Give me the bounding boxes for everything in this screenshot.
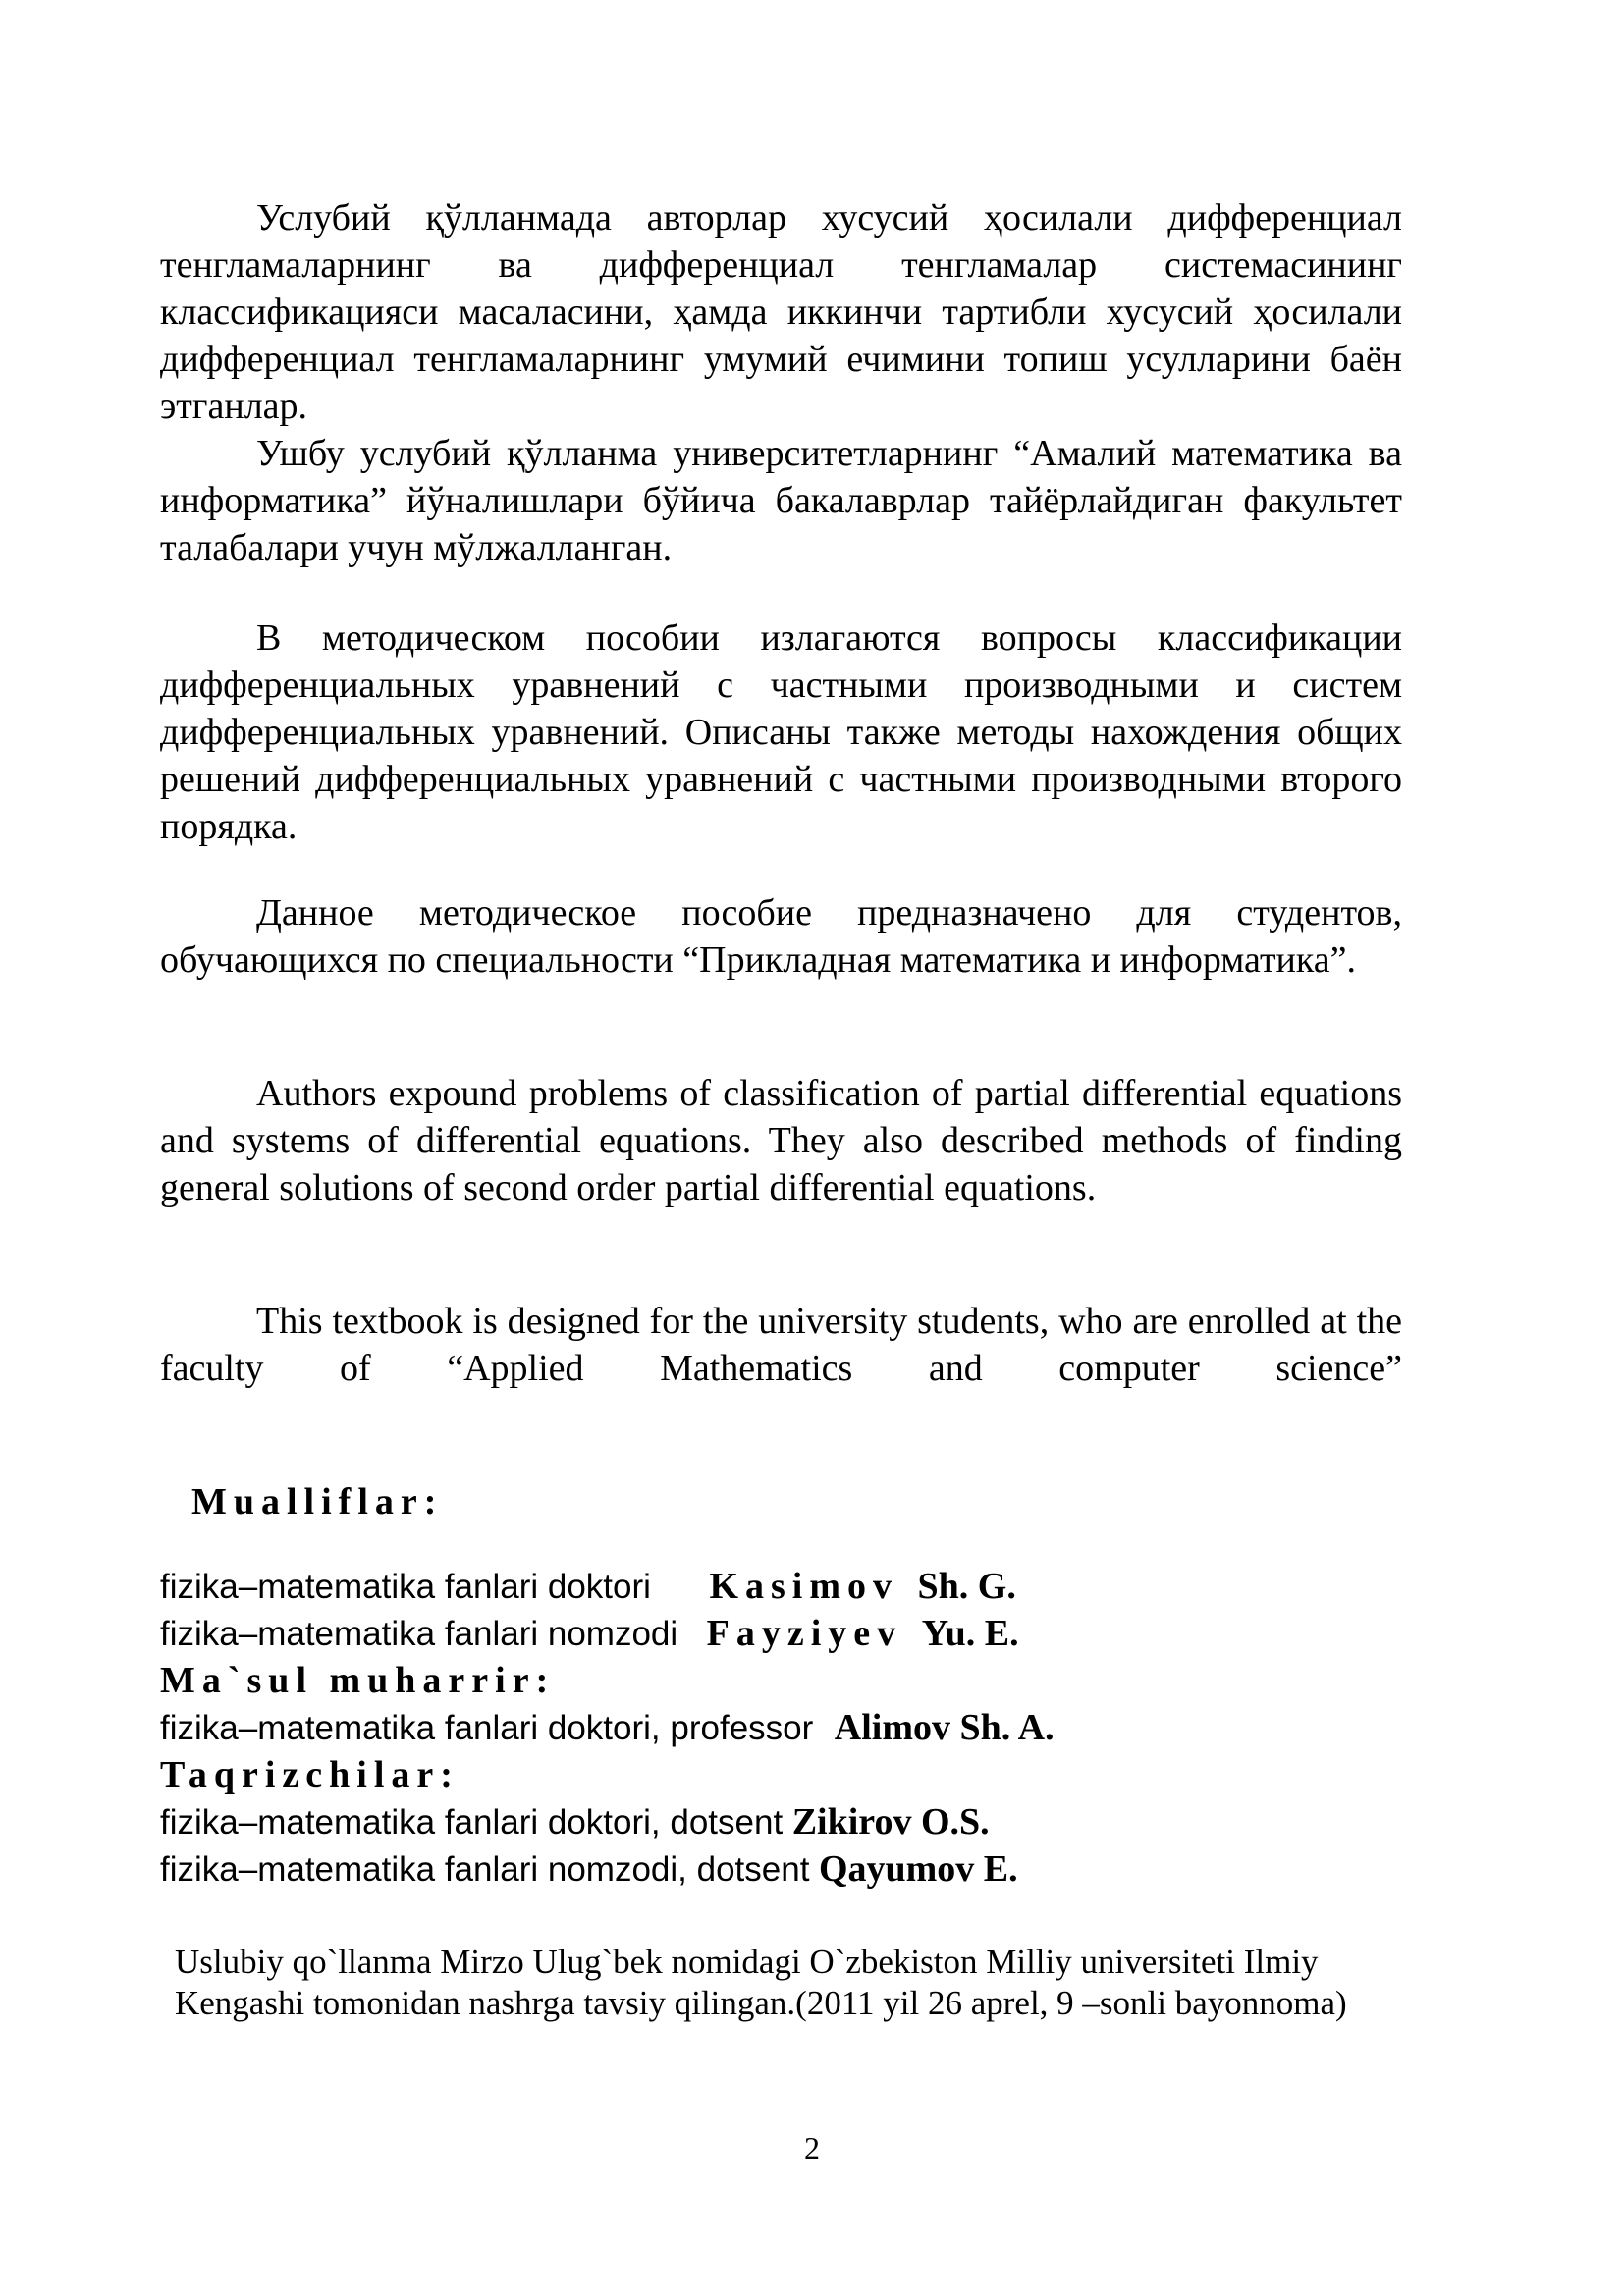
paragraph-uz-audience: Ушбу услубий қўлланма университетларнинг “Амалий математика ва информатика” йўналишлари бўйича бакалаврлар тайёрлайдиган факультет талабалари учун мўлжалланган. xyxy=(160,433,1402,568)
reviewer-1-line xyxy=(160,1798,990,1846)
approval-note: Uslubiy qo`llanma Mirzo Ulug`bek nomidagi O`zbekiston Milliy universiteti Ilmiy Kengashi tomonidan nashrga tavsiy qilingan.(2011 yil 26 aprel, 9 –sonli bayonnoma) xyxy=(175,1943,1347,2022)
author-2-initials: Yu. E. xyxy=(921,1613,1019,1654)
author-2-line xyxy=(160,1610,1019,1658)
reviewer-2-name: Qayumov E. xyxy=(818,1848,1018,1890)
author-1-line xyxy=(160,1563,1016,1611)
reviewer-2-title: fizika–matematika fanlari nomzodi, dotsent xyxy=(160,1850,810,1889)
paragraph-ru-annotation: В методическом пособии излагаются вопросы классификации дифференциальных уравнений с частными производными и систем дифференциальных уравнений. Описаны также методы нахождения общих решений дифференциальных уравнений с частными производными второго порядка. xyxy=(160,617,1402,847)
paragraph-ru-audience: Данное методическое пособие предназначено для студентов, обучающихся по специальности “Прикладная математика и информатика”. xyxy=(160,892,1402,981)
editor-line xyxy=(160,1704,1055,1752)
author-1-initials: Sh. G. xyxy=(917,1566,1016,1607)
reviewer-1-title: fizika–matematika fanlari doktori, dotsent xyxy=(160,1803,784,1842)
author-2-surname: Fayziyev xyxy=(706,1613,903,1654)
paragraph-uz-annotation: Услубий қўлланмада авторлар хусусий ҳосилали дифференциал тенгламаларнинг ва дифференциал тенгламалар системасининг классификацияси масаласини, ҳамда иккинчи тартибли хусусий ҳосилали дифференциал тенгламаларнинг умумий ечимини топиш усулларини баён этганлар. xyxy=(160,197,1402,427)
reviewer-1-name: Zikirov O.S. xyxy=(791,1801,990,1842)
reviewer-2-line xyxy=(160,1845,1018,1894)
editor-name: Alimov Sh. A. xyxy=(834,1707,1055,1748)
authors-heading: Mualliflar: xyxy=(191,1481,444,1522)
editor-heading: Ma`sul muharrir: xyxy=(160,1660,556,1701)
paragraph-en-audience: This textbook is designed for the university students, who are enrolled at the faculty of “Applied Mathematics and computer science” xyxy=(160,1301,1402,1389)
reviewers-heading: Taqrizchilar: xyxy=(160,1754,460,1795)
page-number: 2 xyxy=(804,2130,820,2165)
author-1-title: fizika–matematika fanlari doktori xyxy=(160,1568,651,1606)
author-2-title: fizika–matematika fanlari nomzodi xyxy=(160,1615,678,1653)
editor-title: fizika–matematika fanlari doktori, professor xyxy=(160,1709,814,1747)
paragraph-en-annotation: Authors expound problems of classification of partial differential equations and systems of differential equations. They also described methods of finding general solutions of second order partial differential equations. xyxy=(160,1073,1402,1208)
author-1-surname: Kasimov xyxy=(709,1566,898,1607)
